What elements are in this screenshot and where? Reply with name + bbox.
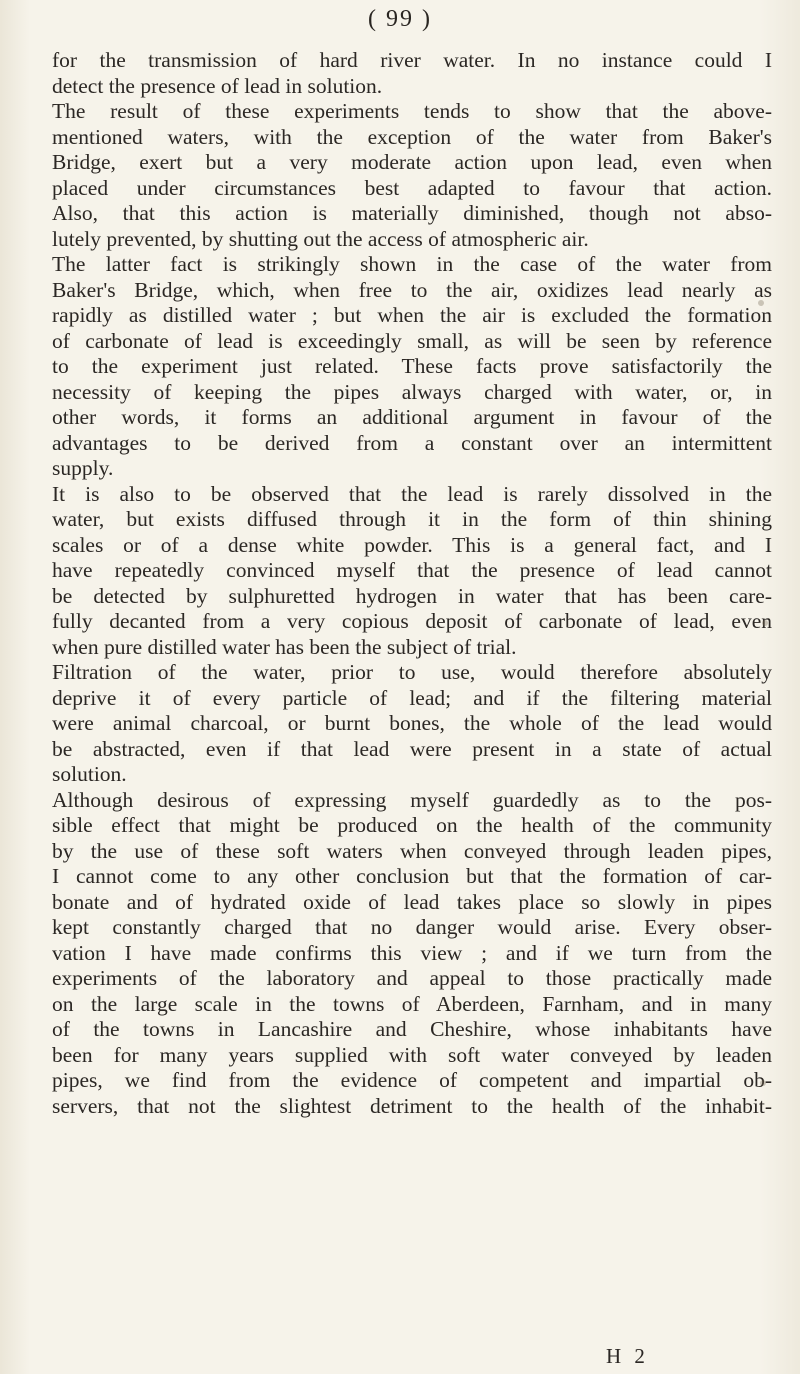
body-text — [52, 48, 772, 1119]
text-line: supply. — [52, 456, 114, 480]
text-line: deprive it of every particle of lead; and if the filtering material — [52, 685, 772, 710]
text-line: fully decanted from a very copious deposit of carbonate of lead, even — [52, 609, 772, 633]
text-line: be detected by sulphuretted hydrogen in water that has been care- — [52, 583, 772, 608]
text-line: of carbonate of lead is exceedingly small, as will be seen by reference — [52, 328, 772, 353]
text-line: placed under circumstances best adapted to favour that action. — [52, 175, 772, 200]
margin-speck — [762, 620, 768, 626]
text-line: Bridge, exert but a very moderate action upon lead, even when — [52, 150, 772, 174]
text-line: advantages to be derived from a constant over an intermittent — [52, 430, 772, 455]
text-line: scales or of a dense white powder. This is a general fact, and I — [52, 532, 772, 557]
text-line: were animal charcoal, or burnt bones, the whole of the lead would — [52, 711, 772, 735]
text-line: bonate and of hydrated oxide of lead takes place so slowly in pipes — [52, 889, 772, 914]
text-line: servers, that not the slightest detriment to the health of the inhabit- — [52, 1093, 772, 1118]
text-line: mentioned waters, with the exception of the water from Baker's — [52, 124, 772, 149]
text-line: Although desirous of expressing myself guardedly as to the pos- — [52, 787, 772, 812]
text-line: lutely prevented, by shutting out the access of atmospheric air. — [52, 226, 589, 251]
text-line: Also, that this action is materially diminished, though not abso- — [52, 201, 772, 225]
text-line: when pure distilled water has been the subject of trial. — [52, 634, 517, 659]
text-line: be abstracted, even if that lead were present in a state of actual — [52, 736, 772, 761]
text-line: rapidly as distilled water ; but when the air is excluded the formation — [52, 303, 772, 327]
text-line: It is also to be observed that the lead is rarely dissolved in the — [52, 481, 772, 506]
text-line: Baker's Bridge, which, when free to the air, oxidizes lead nearly as — [52, 277, 772, 302]
text-line: The latter fact is strikingly shown in the case of the water from — [52, 252, 772, 276]
text-line: kept constantly charged that no danger would arise. Every obser- — [52, 915, 772, 939]
signature-mark: H 2 — [606, 1344, 649, 1368]
text-line: The result of these experiments tends to show that the above- — [52, 99, 772, 123]
text-line: have repeatedly convinced myself that the presence of lead cannot — [52, 558, 772, 582]
text-line: sible effect that might be produced on the health of the community — [52, 813, 772, 837]
text-line: to the experiment just related. These facts prove satisfactorily the — [52, 354, 772, 378]
page-number: ( 99 ) — [368, 6, 432, 32]
text-line: experiments of the laboratory and appeal to those practically made — [52, 966, 772, 990]
text-line: pipes, we find from the evidence of competent and impartial ob- — [52, 1068, 772, 1092]
margin-speck — [758, 300, 764, 306]
text-line: been for many years supplied with soft water conveyed by leaden — [52, 1042, 772, 1067]
text-line: other words, it forms an additional argument in favour of the — [52, 405, 772, 429]
text-line: vation I have made confirms this view ; and if we turn from the — [52, 940, 772, 965]
text-line: Filtration of the water, prior to use, would therefore absolutely — [52, 660, 772, 684]
text-line: by the use of these soft waters when conveyed through leaden pipes, — [52, 838, 772, 863]
text-line: on the large scale in the towns of Aberdeen, Farnham, and in many — [52, 991, 772, 1016]
text-line: necessity of keeping the pipes always charged with water, or, in — [52, 379, 772, 404]
margin-speck — [760, 1080, 766, 1086]
text-line: for the transmission of hard river water. In no instance could I — [52, 48, 772, 72]
text-line: I cannot come to any other conclusion but that the formation of car- — [52, 864, 772, 888]
text-line: solution. — [52, 762, 127, 786]
text-line: water, but exists diffused through it in the form of thin shining — [52, 507, 772, 531]
text-line: of the towns in Lancashire and Cheshire, whose inhabitants have — [52, 1017, 772, 1041]
text-line: detect the presence of lead in solution. — [52, 73, 383, 98]
